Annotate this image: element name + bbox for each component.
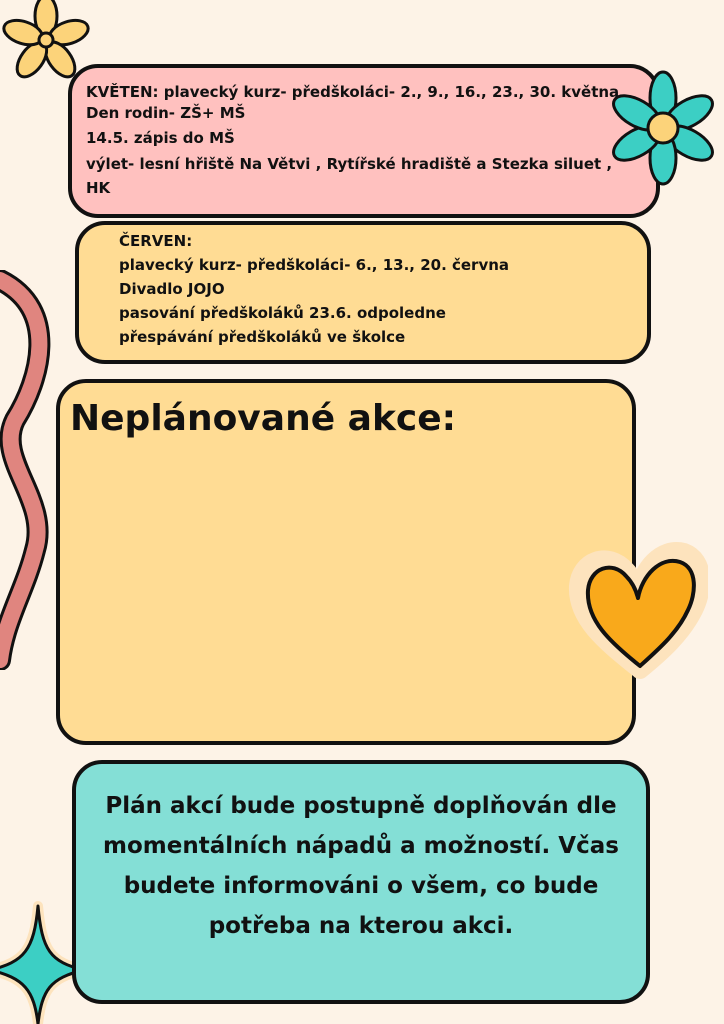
may-events-card xyxy=(68,64,660,218)
may-line: výlet- lesní hřiště Na Větvi , Rytířské hradiště a Stezka siluet , xyxy=(86,155,613,173)
june-events-card xyxy=(75,221,651,364)
plan-note-card xyxy=(72,760,650,1004)
unplanned-events-card xyxy=(56,379,636,745)
june-line: Divadlo JOJO xyxy=(119,280,225,298)
june-line: přespávání předškoláků ve školce xyxy=(119,328,406,346)
may-line: KVĚTEN: plavecký kurz- předškoláci- 2., 9., 16., 23., 30. května xyxy=(86,83,620,101)
plan-note-text: Plán akcí bude postupně doplňován dle momentálních nápadů a možností. Včas budete informováni o všem, co bude potřeba na kterou akci. xyxy=(103,793,619,939)
june-line: pasování předškoláků 23.6. odpoledne xyxy=(119,304,446,322)
june-line: plavecký kurz- předškoláci- 6., 13., 20. června xyxy=(119,256,510,274)
june-heading: ČERVEN: xyxy=(119,232,193,250)
flower-icon xyxy=(606,62,724,192)
unplanned-title: Neplánované akce: xyxy=(70,398,457,439)
may-line: HK xyxy=(86,179,111,197)
may-line: Den rodin- ZŠ+ MŠ xyxy=(86,104,246,122)
may-line: 14.5. zápis do MŠ xyxy=(86,129,235,147)
wave-decoration xyxy=(0,270,60,670)
heart-icon xyxy=(568,534,708,684)
